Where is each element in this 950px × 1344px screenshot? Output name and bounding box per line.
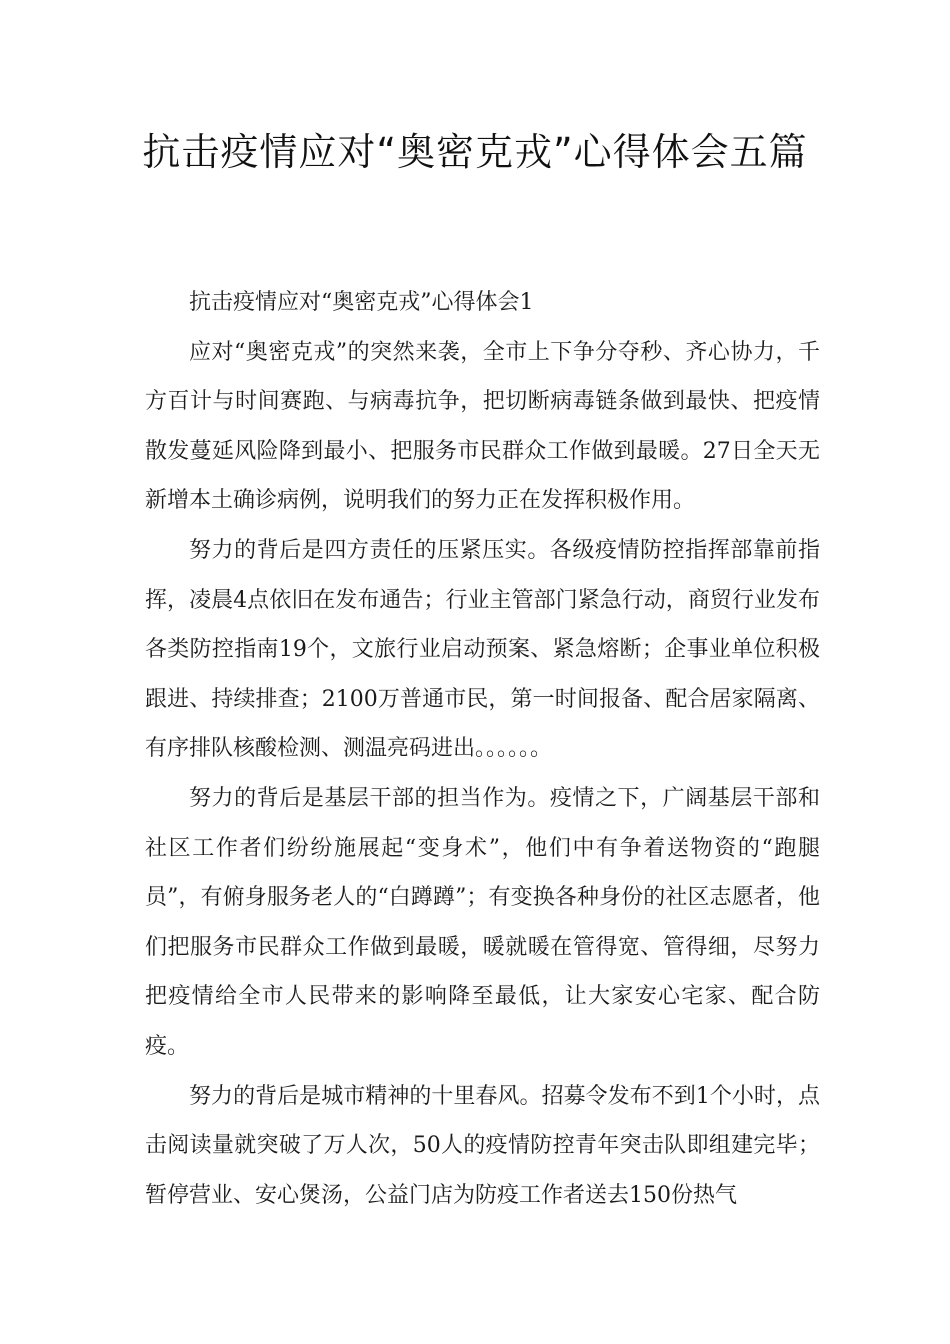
section-heading: 抗击疫情应对“奥密克戎”心得体会1: [189, 290, 534, 315]
document-title: 抗击疫情应对“奥密克戎”心得体会五篇: [142, 130, 808, 174]
body-paragraph: 努力的背后是基层干部的担当作为。疫情之下，广阔基层干部和社区工作者们纷纷施展起“变身术”，他们中有争着送物资的“跑腿员”，有俯身服务老人的“白蹲蹲”；有变换各种身份的社区志愿者，他们把服务市民群众工作做到最暖，暖就暖在管得宽、管得细，尽努力把疫情给全市人民带来的影响降至最低，让大家安心宅家、配合防疫。: [145, 785, 820, 1059]
document-body: [145, 278, 820, 1220]
body-paragraph: 努力的背后是城市精神的十里春风。招募令发布不到1个小时，点击阅读量就突破了万人次，50人的疫情防控青年突击队即组建完毕；暂停营业、安心煲汤，公益门店为防疫工作者送去150份热气: [145, 1083, 820, 1208]
body-paragraph: 努力的背后是四方责任的压紧压实。各级疫情防控指挥部靠前指挥，凌晨4点依旧在发布通告；行业主管部门紧急行动，商贸行业发布各类防控指南19个，文旅行业启动预案、紧急熔断；企事业单位积极跟进、持续排查；2100万普通市民，第一时间报备、配合居家隔离、有序排队核酸检测、测温亮码进出。。。。。。: [145, 537, 820, 762]
body-paragraph: 应对“奥密克戎”的突然来袭，全市上下争分夺秒、齐心协力，千方百计与时间赛跑、与病毒抗争，把切断病毒链条做到最快、把疫情散发蔓延风险降到最小、把服务市民群众工作做到最暖。27日全天无新增本土确诊病例，说明我们的努力正在发挥积极作用。: [145, 339, 820, 514]
